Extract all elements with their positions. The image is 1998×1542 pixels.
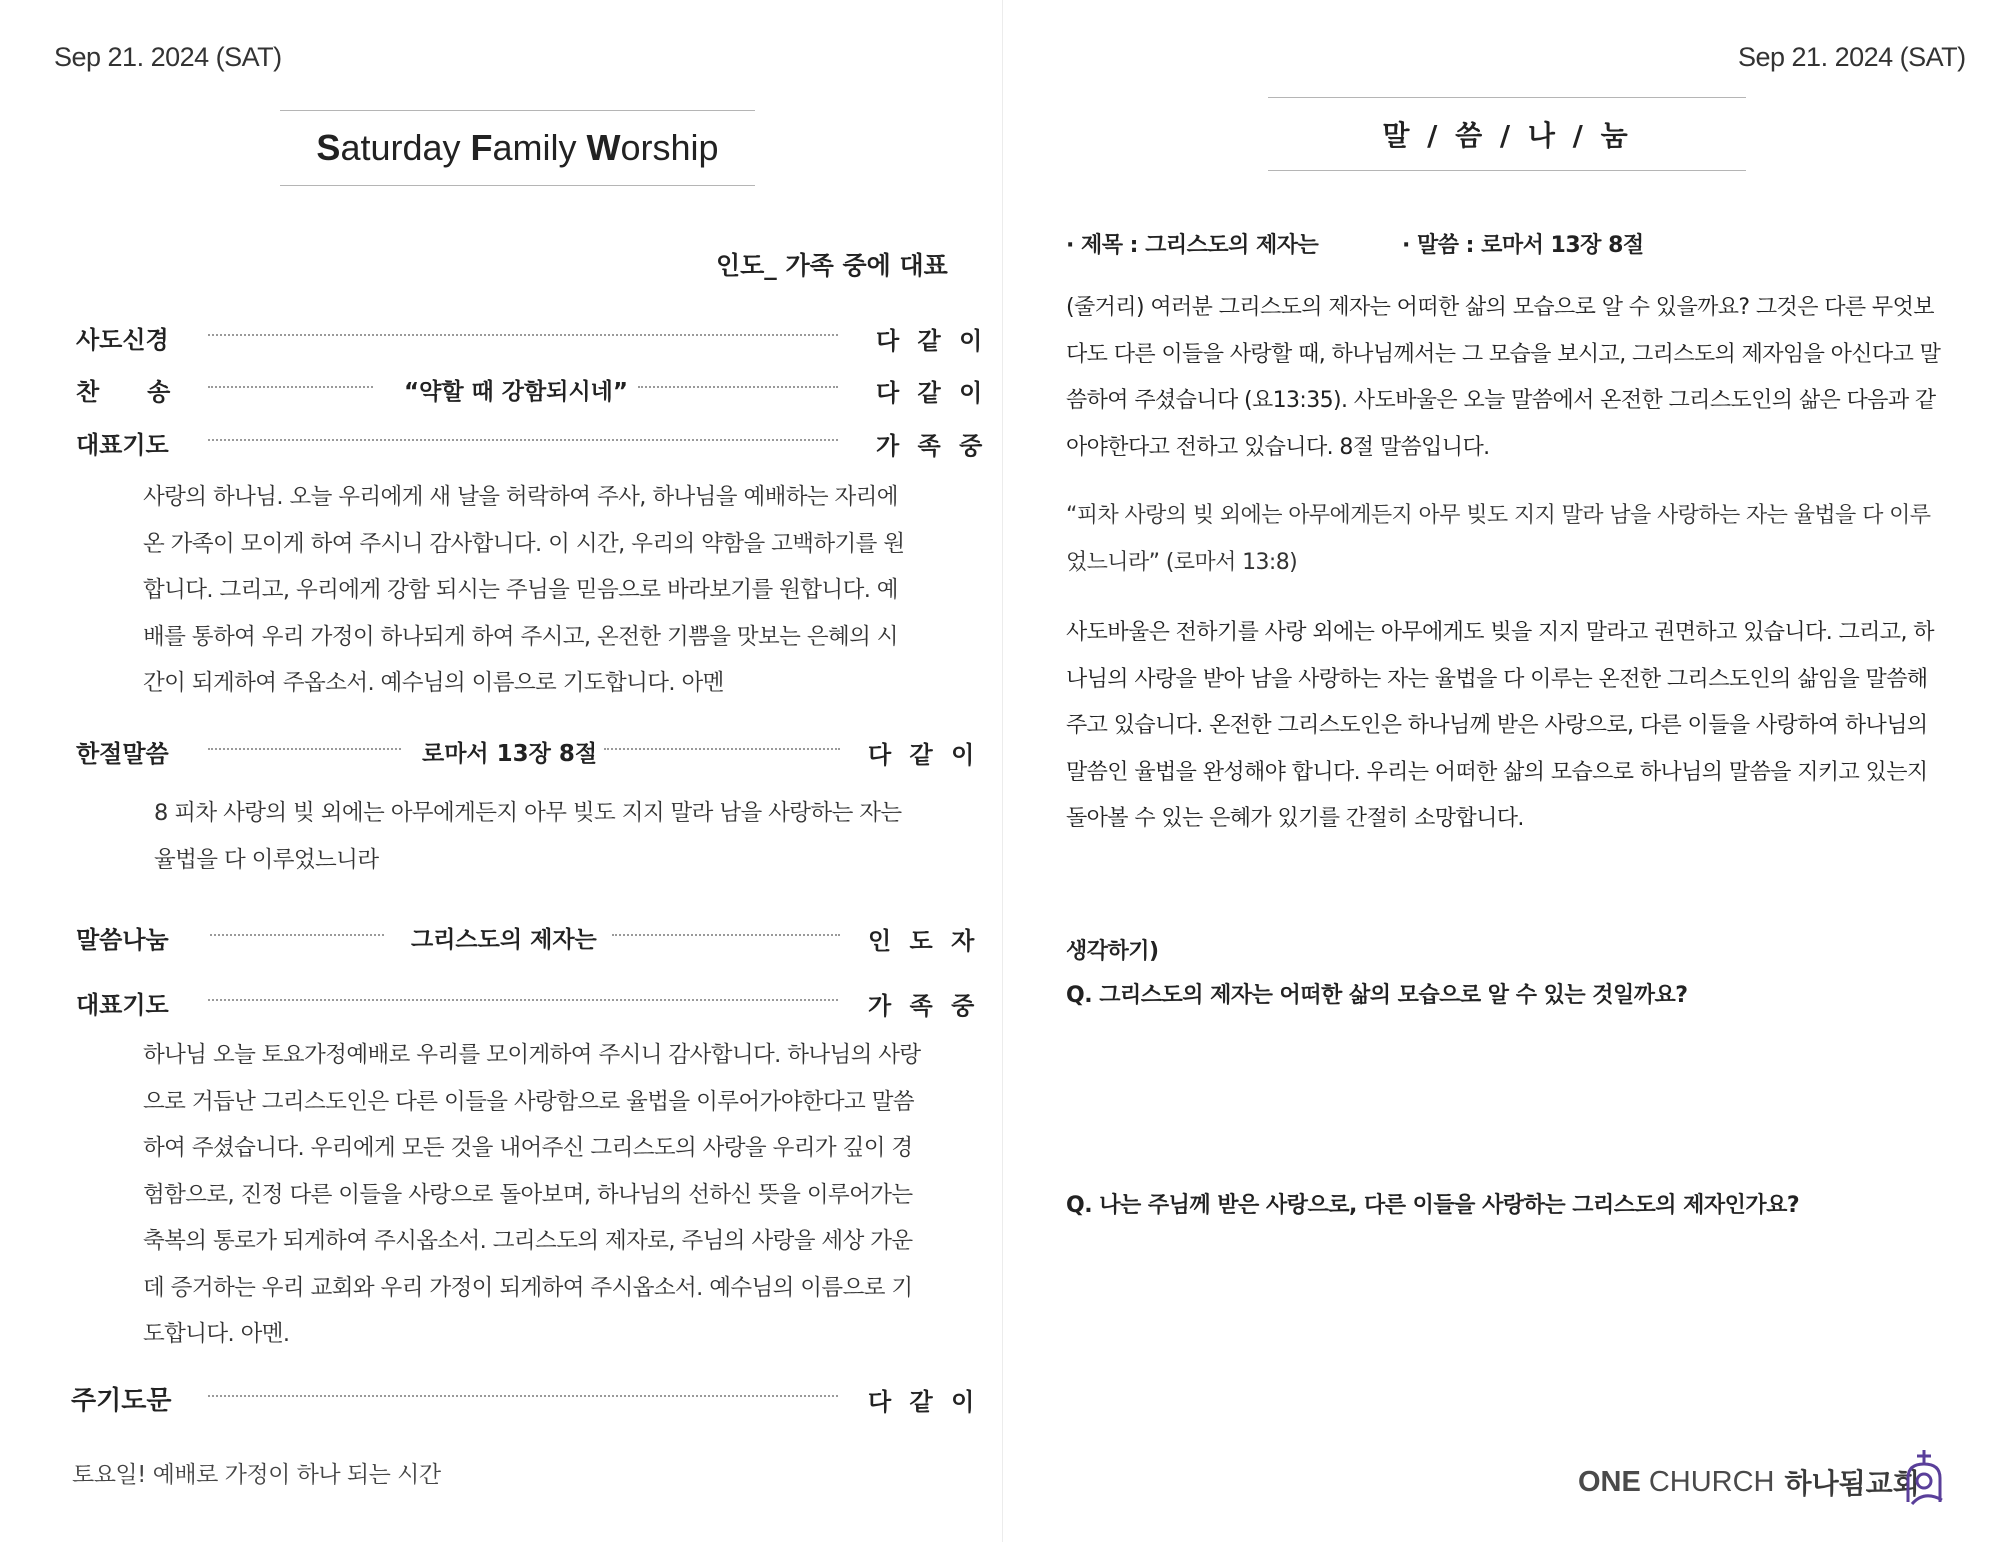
order-sharing-title: 그리스도의 제자는 <box>411 927 597 953</box>
order-creed-label: 사도신경 <box>76 326 169 354</box>
order-creed-who: 다 같 이 <box>876 327 988 355</box>
verse-text: 8 피차 사랑의 빚 외에는 아무에게든지 아무 빚도 지지 말라 남을 사랑하는 자는 율법을 다 이루었느니라 <box>154 800 902 873</box>
reflection-question-1: Q. 그리스도의 제자는 어떠한 삶의 모습으로 알 수 있는 것일까요? <box>1066 983 1688 1008</box>
leader-dots <box>210 934 384 936</box>
order-hymn-title: “약할 때 강함되시네” <box>404 379 628 405</box>
order-lords-prayer-label: 주기도문 <box>71 1386 172 1416</box>
order-sharing-label: 말씀나눔 <box>76 926 169 954</box>
reflection-question-2: Q. 나는 주님께 받은 사랑으로, 다른 이들을 사랑하는 그리스도의 제자인가요? <box>1066 1193 1800 1218</box>
order-verse-label: 한절말씀 <box>76 740 169 768</box>
order-prayer2-who: 가 족 중 <box>868 992 980 1020</box>
order-prayer-who: 가 족 중 <box>876 432 988 460</box>
order-verse-who: 다 같 이 <box>868 741 980 769</box>
worship-leader: 인도_ 가족 중에 대표 <box>716 251 948 280</box>
leader-dots <box>208 999 838 1001</box>
leader-dots <box>638 386 838 388</box>
order-hymn-label: 찬 송 <box>76 378 171 406</box>
church-brand <box>1578 1462 1920 1502</box>
prayer-text-1: 사랑의 하나님. 오늘 우리에게 새 날을 허락하여 주사, 하나님을 예배하는 자리에 온 가족이 모이게 하여 주시니 감사합니다. 이 시간, 우리의 약함을 고백하기를 원 합니다. 그리고, 우리에게 강함 되시는 주님을 믿음으로 바라보기를 원합니다. 예 배를 통하여 우리 가정이 하나되게 하여 주시고, 온전한 기쁨을 맛보는 은혜의 시 간이 되게하여 주옵소서. 예수님의 이름으로 기도합니다. 아멘 <box>143 484 905 696</box>
scripture-quote: “피차 사랑의 빚 외에는 아무에게든지 아무 빚도 지지 말라 남을 사랑하는 자는 율법을 다 이루 었느니라” (로마서 13:8) <box>1066 503 1931 575</box>
leader-dots <box>612 934 840 936</box>
prayer-text-2: 하나님 오늘 토요가정예배로 우리를 모이게하여 주시니 감사합니다. 하나님의 사랑 으로 거듭난 그리스도인은 다른 이들을 사랑함으로 율법을 이루어가야한다고 말씀 하여 주셨습니다. 우리에게 모든 것을 내어주신 그리스도의 사랑을 우리가 깊이 경 험함으로, 진정 다른 이들을 사랑으로 돌아보며, 하나님의 선하신 뜻을 이루어가는 축복의 통로가 되게하여 주시옵소서. 그리스도의 제자로, 주님의 사랑을 세상 가운 데 증거하는 우리 교회와 우리 가정이 되게하여 주시옵소서. 예수님의 이름으로 기 도합니다. 아멘. <box>143 1042 921 1347</box>
order-sharing-who: 인 도 자 <box>868 927 980 955</box>
sermon-topic: · 제목 : 그리스도의 제자는 <box>1066 233 1319 258</box>
leader-dots <box>208 439 838 441</box>
sermon-body: 사도바울은 전하기를 사랑 외에는 아무에게도 빚을 지지 말라고 권면하고 있습니다. 그리고, 하 나님의 사랑을 받아 남을 사랑하는 자는 율법을 다 이루는 온전한 그리스도인의 삶임을 말씀해 주고 있습니다. 온전한 그리스도인은 하나님께 받은 사랑으로, 다른 이들을 사랑하여 하나님의 말씀인 율법을 완성해야 합니다. 우리는 어떠한 삶의 모습으로 하나님의 말씀을 지키고 있는지 돌아볼 수 있는 은혜가 있기를 간절히 소망합니다. <box>1066 620 1934 831</box>
order-prayer-label: 대표기도 <box>76 431 169 459</box>
brand-one: ONE <box>1578 1465 1641 1498</box>
leader-dots <box>208 748 401 750</box>
church-logo-icon <box>1902 1448 1946 1508</box>
left-date: Sep 21. 2024 (SAT) <box>54 42 282 72</box>
leader-dots <box>604 748 840 750</box>
worship-title: Saturday Family Worship <box>280 110 755 186</box>
brand-church: CHURCH <box>1648 1465 1775 1498</box>
leader-dots <box>208 386 373 388</box>
order-lords-prayer-who: 다 같 이 <box>868 1388 980 1416</box>
order-verse-ref: 로마서 13장 8절 <box>422 741 598 767</box>
leader-dots <box>208 334 838 336</box>
left-footer-tagline: 토요일! 예배로 가정이 하나 되는 시간 <box>72 1462 441 1488</box>
right-date: Sep 21. 2024 (SAT) <box>1738 42 1966 72</box>
sermon-scripture: · 말씀 : 로마서 13장 8절 <box>1402 233 1644 258</box>
brand-korean-name: 하나됨교회 <box>1784 1467 1920 1500</box>
reflection-label: 생각하기) <box>1066 939 1159 964</box>
order-hymn-who: 다 같 이 <box>876 379 988 407</box>
leader-dots <box>208 1395 838 1397</box>
page-divider <box>1002 0 1003 1542</box>
sermon-summary: (줄거리) 여러분 그리스도의 제자는 어떠한 삶의 모습으로 알 수 있을까요? 그것은 다른 무엇보 다도 다른 이들을 사랑할 때, 하나님께서는 그 모습을 보시고, 그리스도의 제자임을 아신다고 말 씀하여 주셨습니다 (요13:35). 사도바울은 오늘 말씀에서 온전한 그리스도인의 삶은 다음과 같 아야한다고 전하고 있습니다. 8절 말씀입니다. <box>1066 295 1941 460</box>
sermon-sharing-title: 말 / 씀 / 나 / 눔 <box>1268 97 1746 171</box>
order-prayer2-label: 대표기도 <box>76 991 169 1019</box>
